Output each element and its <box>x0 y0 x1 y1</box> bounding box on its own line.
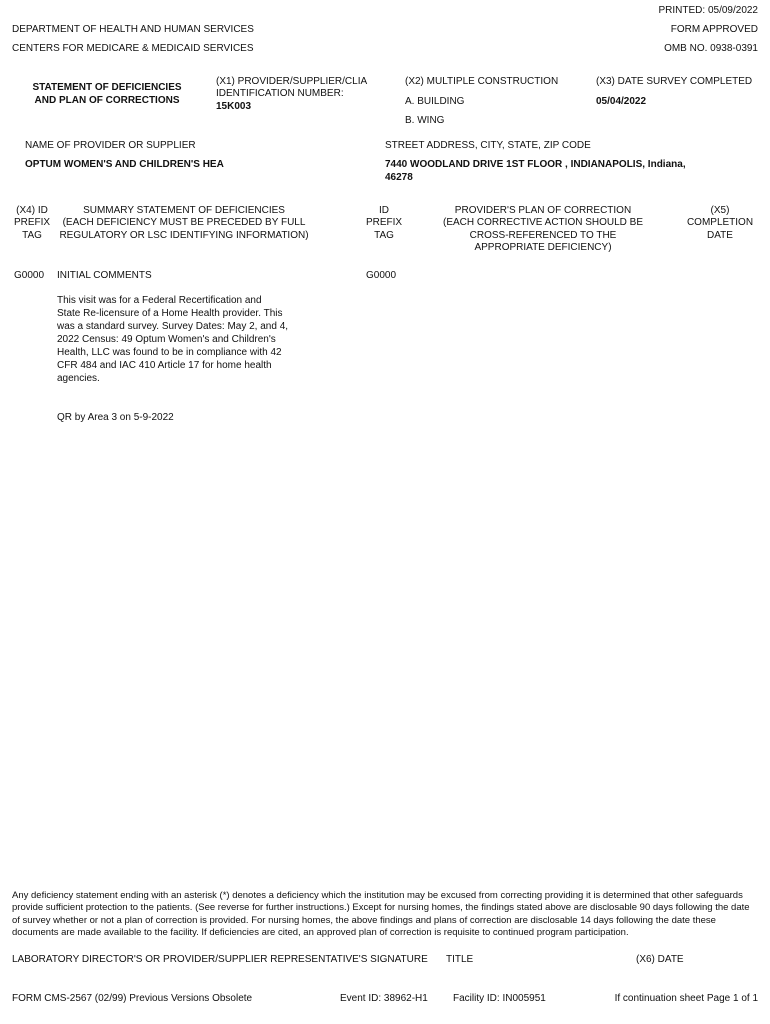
x2-wing: B. WING <box>405 115 445 126</box>
address-line2: 46278 <box>385 172 413 183</box>
provider-name: OPTUM WOMEN'S AND CHILDREN'S HEA <box>25 159 224 170</box>
title-label: TITLE <box>446 954 474 965</box>
form-approved: FORM APPROVED <box>670 24 758 35</box>
statement-title-line2: AND PLAN OF CORRECTIONS <box>34 95 180 106</box>
x1-label-line2: IDENTIFICATION NUMBER: <box>216 88 344 99</box>
x5-header-line3: DATE <box>707 230 733 241</box>
event-id: Event ID: 38962-H1 <box>340 993 428 1004</box>
x4-header-line1: (X4) ID <box>16 205 48 216</box>
x5-header-line2: COMPLETION <box>686 217 754 228</box>
plan-header-line3: CROSS-REFERENCED TO THE <box>469 230 617 241</box>
entry-heading: INITIAL COMMENTS <box>57 270 152 281</box>
summary-header-line1: SUMMARY STATEMENT OF DEFICIENCIES <box>83 205 285 216</box>
summary-header-line2: (EACH DEFICIENCY MUST BE PRECEDED BY FULL <box>62 217 306 228</box>
facility-id: Facility ID: IN005951 <box>453 993 546 1004</box>
x2-label: (X2) MULTIPLE CONSTRUCTION <box>405 76 559 87</box>
x1-label-line1: (X1) PROVIDER/SUPPLIER/CLIA <box>216 76 368 87</box>
plan-header-line1: PROVIDER'S PLAN OF CORRECTION <box>454 205 632 216</box>
correction-tag: G0000 <box>366 270 397 281</box>
id-header-line2: PREFIX <box>365 217 403 228</box>
provider-name-label: NAME OF PROVIDER OR SUPPLIER <box>25 140 196 151</box>
address-line1: 7440 WOODLAND DRIVE 1ST FLOOR , INDIANAPOLIS, Indiana, <box>385 159 686 170</box>
deficiency-tag: G0000 <box>14 270 45 281</box>
x5-header-line1: (X5) <box>710 205 730 216</box>
x2-building: A. BUILDING <box>405 96 465 107</box>
plan-header-line2: (EACH CORRECTIVE ACTION SHOULD BE <box>442 217 644 228</box>
address-label: STREET ADDRESS, CITY, STATE, ZIP CODE <box>385 140 591 151</box>
centers-name: CENTERS FOR MEDICARE & MEDICAID SERVICES <box>12 43 254 54</box>
x1-provider-number: 15K003 <box>216 101 252 112</box>
summary-header-line3: REGULATORY OR LSC IDENTIFYING INFORMATION) <box>59 230 309 241</box>
id-header-line1: ID <box>379 205 389 216</box>
entry-body-line: 2022 Census: 49 Optum Women's and Children's <box>57 334 276 345</box>
entry-body-line: This visit was for a Federal Recertification and <box>57 295 262 306</box>
omb-number: OMB NO. 0938-0391 <box>664 43 758 54</box>
entry-body-line: CFR 484 and IAC 410 Article 17 for home health <box>57 360 272 371</box>
x6-date-label: (X6) DATE <box>636 954 684 965</box>
x3-label: (X3) DATE SURVEY COMPLETED <box>596 76 753 87</box>
continuation-sheet: If continuation sheet Page 1 of 1 <box>614 993 758 1004</box>
entry-body-line: Health, LLC was found to be in compliance with 42 <box>57 347 282 358</box>
department-name: DEPARTMENT OF HEALTH AND HUMAN SERVICES <box>12 24 254 35</box>
entry-body-line: agencies. <box>57 373 100 384</box>
x3-survey-date: 05/04/2022 <box>596 96 647 107</box>
qr-note: QR by Area 3 on 5-9-2022 <box>57 412 174 423</box>
entry-body-line: was a standard survey. Survey Dates: May 2, and 4, <box>57 321 289 332</box>
plan-header-line4: APPROPRIATE DEFICIENCY) <box>474 242 612 253</box>
disclaimer-text: Any deficiency statement ending with an asterisk (*) denotes a deficiency which the institution may be excused from correcting providing it is determined that other safeguards provide sufficient protection to the patients. (See reverse for further instructions.) Except for nursing homes, the findings stated above are disclosable 90 days following the date of survey whether or not a plan of correction is provided. For nursing homes, the above findings and plans of correction are disclosable 14 days following the date these documents are made available to the facility. If deficiencies are cited, an approved plan of correction is requisite to continued program participation. <box>12 890 750 939</box>
id-header-line3: TAG <box>374 230 394 241</box>
signature-label: LABORATORY DIRECTOR'S OR PROVIDER/SUPPLIER REPRESENTATIVE'S SIGNATURE <box>12 954 428 965</box>
entry-body-line: State Re-licensure of a Home Health provider. This <box>57 308 283 319</box>
statement-title-line1: STATEMENT OF DEFICIENCIES <box>32 82 182 93</box>
x4-header-line2: PREFIX <box>13 217 51 228</box>
printed-date: PRINTED: 05/09/2022 <box>658 5 758 16</box>
form-id: FORM CMS-2567 (02/99) Previous Versions Obsolete <box>12 993 253 1004</box>
x4-header-line3: TAG <box>22 230 42 241</box>
